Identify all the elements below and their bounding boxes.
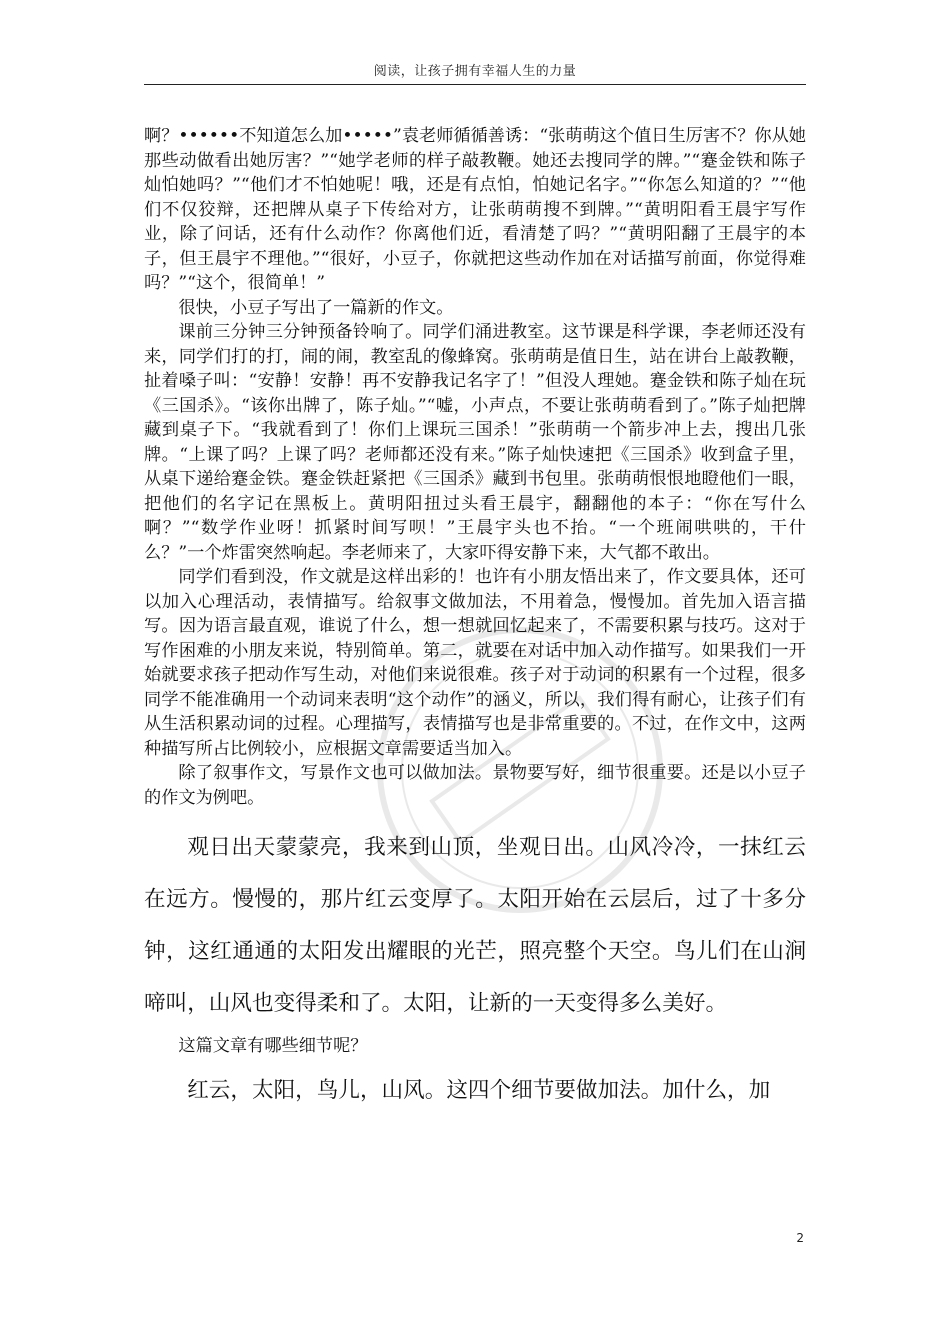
paragraph-classroom-story: 课前三分钟三分钟预备铃响了。同学们涌进教室。这节课是科学课，李老师还没有来，同学们打的打，闹的闹，教室乱的像蜂窝。张萌萌是值日生，站在讲台上敲教鞭，扯着嗓子叫：“安静！安静！再不安静我记名字了！”但没人理她。蹇金铁和陈子灿在玩《三国杀》。“该你出牌了，陈子灿。”“嘘，小声点，不要让张萌萌看到了。”陈子灿把牌藏到桌子下。“我就看到了！你们上课玩三国杀！”张萌萌一个箭步冲上去，搜出几张牌。“上课了吗？上课了吗？老师都还没有来。”陈子灿快速把《三国杀》收到盒子里，从桌下递给蹇金铁。蹇金铁赶紧把《三国杀》藏到书包里。张萌萌恨恨地瞪他们一眼，把他们的名字记在黑板上。黄明阳扭过头看王晨宇，翻翻他的本子：“你在写什么啊？”“数学作业呀！抓紧时间写呗！”王晨宇头也不抬。“一个班闹哄哄的，干什么？”一个炸雷突然响起。李老师来了，大家吓得安静下来，大气都不敢出。 <box>144 322 806 563</box>
paragraph-scenery-intro: 除了叙事作文，写景作文也可以做加法。景物要写好，细节很重要。还是以小豆子的作文为例吧。 <box>144 763 806 808</box>
document-body <box>144 124 806 1117</box>
essay-sunrise: 观日出天蒙蒙亮，我来到山顶，坐观日出。山风冷冷，一抹红云在远方。慢慢的，那片红云变厚了。太阳开始在云层后，过了十多分钟，这红通通的太阳发出耀眼的光芒，照亮整个天空。鸟儿们在山涧啼叫，山风也变得柔和了。太阳，让新的一天变得多么美好。 <box>144 835 806 1016</box>
paragraph-question: 这篇文章有哪些细节呢？ <box>178 1036 368 1056</box>
paragraph-dialogue: 啊？••••••不知道怎么加•••••”袁老师循循善诱：“张萌萌这个值日生厉害不？你从她那些动做看出她厉害？”“她学老师的样子敲教鞭。她还去搜同学的牌。”“蹇金铁和陈子灿怕她吗？”“他们才不怕她呢！哦，还是有点怕，怕她记名字。”“你怎么知道的？”“他们不仅狡辩，还把牌从桌子下传给对方，让张萌萌搜不到牌。”“黄明阳看王晨宇写作业，除了问话，还有什么动作？你离他们近，看清楚了吗？”“黄明阳翻了王晨宇的本子，但王晨宇不理他。”“很好，小豆子，你就把这些动作加在对话描写前面，你觉得难吗？”“这个，很简单！” <box>144 126 806 293</box>
header-divider <box>144 84 806 85</box>
page-number: 2 <box>796 1231 804 1245</box>
page-header: 阅读，让孩子拥有幸福人生的力量 <box>373 64 577 79</box>
paragraph-writing-advice: 同学们看到没，作文就是这样出彩的！也许有小朋友悟出来了，作文要具体，还可以加入心理活动，表情描写。给叙事文做加法，不用着急，慢慢加。首先加入语言描写。因为语言最直观，谁说了什么，想一想就回忆起来了，不需要积累与技巧。这对于写作困难的小朋友来说，特别简单。第二，就要在对话中加入动作描写。如果我们一开始就要求孩子把动作写生动，对他们来说很难。孩子对于动词的积累有一个过程，很多同学不能准确用一个动词来表明“这个动作”的涵义，所以，我们得有耐心，让孩子们有从生活积累动词的过程。心理描写，表情描写也是非常重要的。不过，在作文中，这两种描写所占比例较小，应根据文章需要适当加入。 <box>144 567 806 759</box>
paragraph-closing: 红云，太阳，鸟儿，山风。这四个细节要做加法。加什么，加 <box>187 1077 771 1103</box>
paragraph-new-essay: 很快，小豆子写出了一篇新的作文。 <box>178 297 454 318</box>
